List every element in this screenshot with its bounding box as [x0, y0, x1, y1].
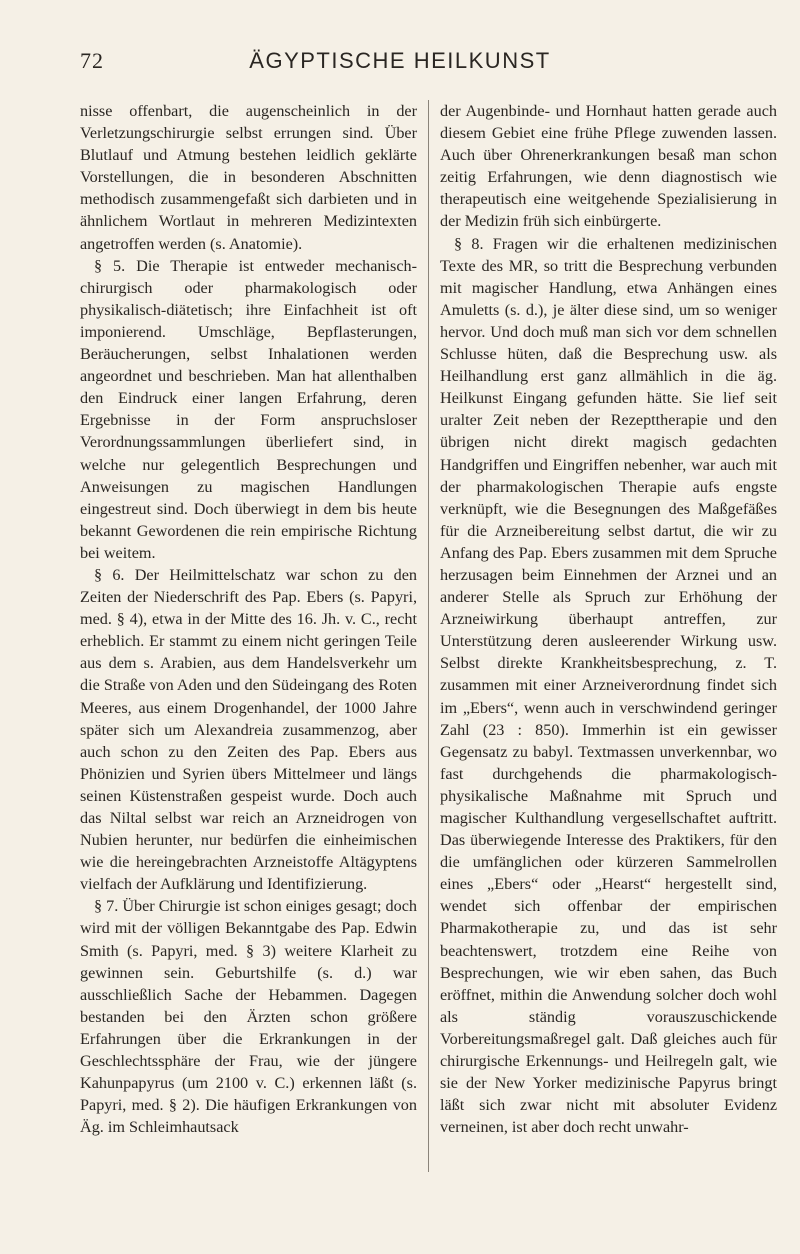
page-header	[0, 48, 800, 78]
paragraph: der Augenbinde- und Hornhaut hatten gerade auch diesem Gebiet eine frühe Pflege zuwenden lassen. Auch über Ohrenerkrankungen besaß man schon zeitig Erfahrungen, wie denn diagnostisch wie therapeutisch eine weitgehende Spezialisierung in der Medizin früh sich einbürgerte.	[440, 102, 777, 231]
right-column	[440, 100, 777, 1138]
paragraph-section-8: § 8. Fragen wir die erhaltenen medizinischen Texte des MR, so tritt die Besprechung verbunden mit magischer Handlung, etwa Anhängen eines Amuletts (s. d.), je älter diese sind, um so weniger hervor. Und doch muß man sich vor dem schnellen Schlusse hüten, daß die Besprechung usw. als Heilhandlung erst ganz allmählich in die äg. Heilkunst Eingang gefunden hätte. Sie lief seit uralter Zeit neben der Rezepttherapie und den übrigen nicht direkt magisch gedachten Handgriffen und Eingriffen nebenher, war auch mit der pharmakologischen Therapie aufs engste verknüpft, wie die Besegnungen des Maßgefäßes für die Arzneibereitung selbst dartut, die wir zu Anfang des Pap. Ebers zusammen mit dem Spruche herzusagen beim Einnehmen der Arznei und an anderer Stelle als Spruch zur Erhöhung der Arzneiwirkung überhaupt antreffen, zur Unterstützung deren ausleerender Wirkung usw. Selbst direkte Krankheitsbesprechung, z. T. zusammen mit einer Arzneiverordnung findet sich im „Ebers“, wenn auch in verschwindend geringer Zahl (23 : 850). Immerhin ist ein gewisser Gegensatz zu babyl. Textmassen unverkennbar, wo fast durchgehends die pharmakologisch-physikalische Maßnahme mit Spruch und magischer Kulthandlung vergesellschaftet auftritt. Das überwiegende Interesse des Praktikers, für den die umfänglichen oder kürzeren Sammelrollen eines „Ebers“ oder „Hearst“ hergestellt sind, wendet sich offenbar der empirischen Pharmakotherapie zu, und das ist sehr beachtenswert, trotzdem eine Reihe von Besprechungen, wie wir eben sahen, das Buch eröffnet, mithin die Anwendung solcher doch wohl als ständig vorauszuschickende Vorbereitungsmaßregel galt. Daß gleiches auch für chirurgische Erkennungs- und Heilregeln galt, wie sie der New Yorker medizinische Papyrus bringt läßt sich zwar nicht mit absoluter Evidenz verneinen, ist aber doch recht unwahr-	[440, 234, 777, 1137]
column-divider	[428, 100, 429, 1172]
paragraph-section-6: § 6. Der Heilmittelschatz war schon zu den Zeiten der Niederschrift des Pap. Ebers (s. Papyri, med. § 4), etwa in der Mitte des 16. Jh. v. C., recht erheblich. Er stammt zu einem nicht geringen Teile aus dem s. Arabien, aus dem Handelsverkehr um die Straße von Aden und den Südeingang des Roten Meeres, aus einem Drogenhandel, der 1000 Jahre später sich um Alexandreia zusammenzog, aber auch schon zu den Zeiten des Pap. Ebers aus Phönizien und Syrien übers Mittelmeer und längs seinen Küstenstraßen gespeist wurde. Doch auch das Niltal selbst war reich an Arzneidrogen von Nubien herunter, nur bedürfen die einheimischen wie die hereingebrachten Arzneistoffe Altägyptens vielfach der Aufklärung und Identifizierung.	[80, 565, 417, 894]
running-title: ÄGYPTISCHE HEILKUNST	[249, 48, 551, 73]
paragraph: nisse offenbart, die augenscheinlich in der Verletzungschirurgie selbst errungen sind. Über Blutlauf und Atmung bestehen leidlich geklärte Vorstellungen, die in besonderen Abschnitten methodisch zusammengefaßt sich darbieten und in ähnlichem Wortlaut in mehreren Medizintexten angetroffen werden (s. Anatomie).	[80, 102, 417, 253]
paragraph-section-7: § 7. Über Chirurgie ist schon einiges gesagt; doch wird mit der völligen Bekanntgabe des Pap. Edwin Smith (s. Papyri, med. § 3) weitere Klarheit zu gewinnen sein. Geburtshilfe (s. d.) war ausschließlich Sache der Hebammen. Dagegen bestanden bei den Ärzten schon größere Erfahrungen über die Erkrankungen in der Geschlechtssphäre der Frau, wie der jüngere Kahunpapyrus (um 2100 v. C.) erkennen läßt (s. Papyri, med. § 2). Die häufigen Erkrankungen von Äg. im Schleimhautsack	[80, 897, 417, 1137]
paragraph-section-5: § 5. Die Therapie ist entweder mechanisch-chirurgisch oder pharmakologisch oder physikalisch-diätetisch; ihre Einfachheit ist oft imponierend. Umschläge, Bepflasterungen, Beräucherungen, selbst Inhalationen werden angeordnet und beschrieben. Man hat allenthalben den Eindruck einer langen Erfahrung, deren Ergebnisse in der Form anspruchsloser Verordnungssammlungen überliefert sind, in welche nur gelegentlich Besprechungen und Anweisungen zu magischen Handlungen eingestreut sind. Doch überwiegt in dem bis heute bekannt Gewordenen die rein empirische Richtung bei weitem.	[80, 256, 417, 562]
page-number: 72	[80, 48, 104, 73]
left-column	[80, 100, 417, 1138]
